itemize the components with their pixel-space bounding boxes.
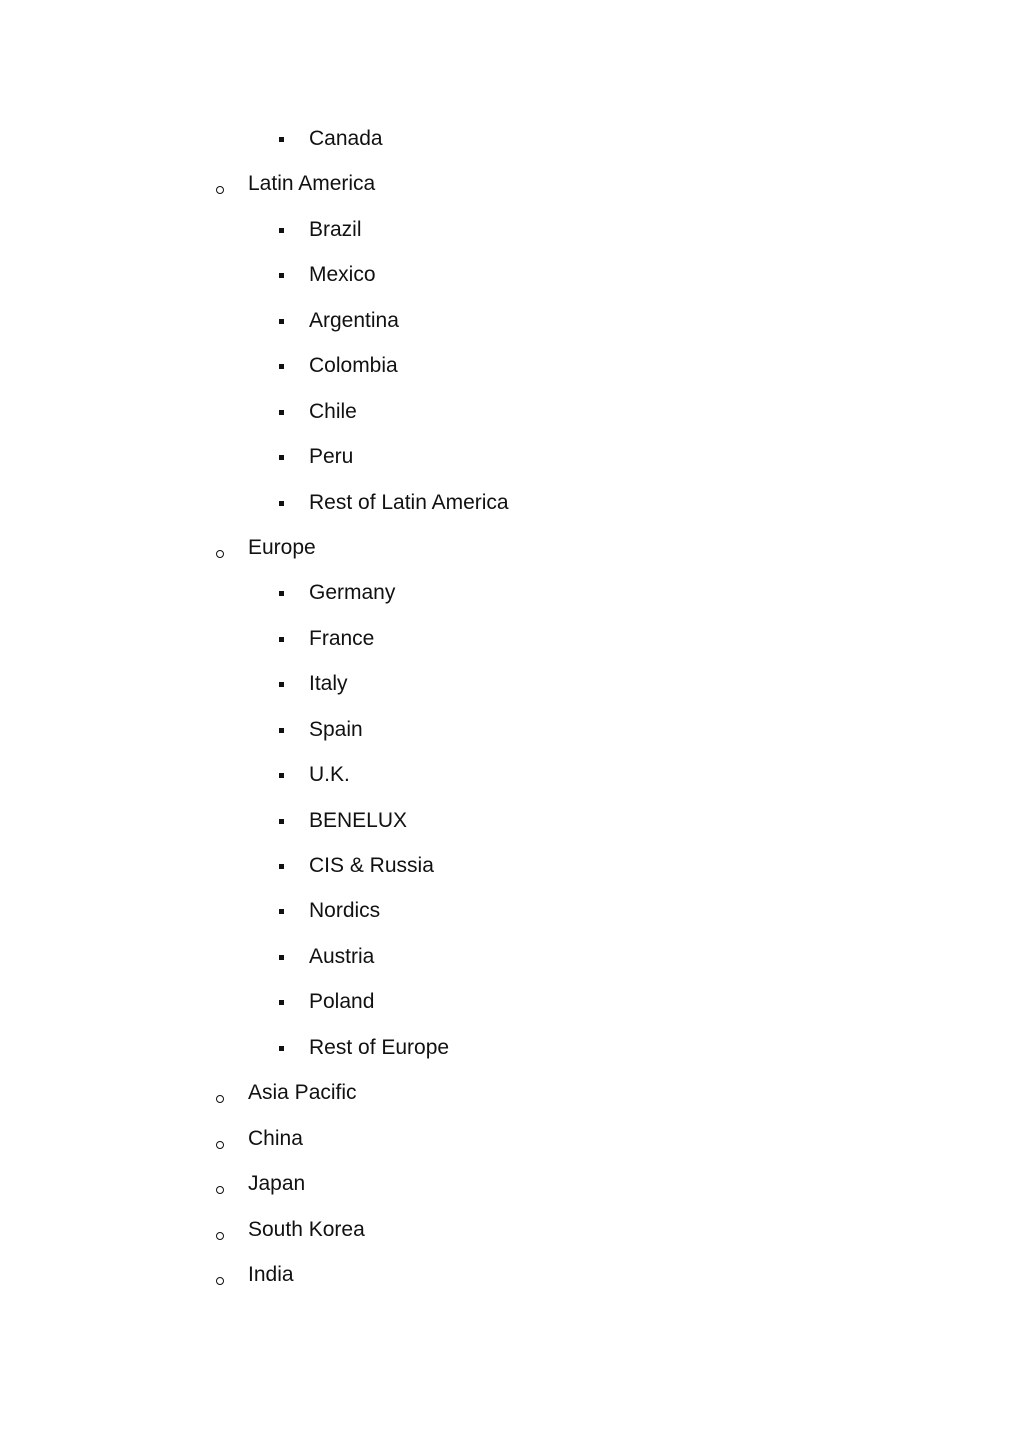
list-item-label: Mexico [309, 263, 376, 287]
list-item-label: Brazil [309, 217, 362, 241]
list-item-label: France [309, 626, 375, 650]
list-item-label: Rest of Europe [309, 1035, 450, 1059]
list-item-label: India [248, 1262, 294, 1286]
list-item-label: Latin America [248, 172, 376, 196]
list-item-label: Germany [309, 581, 396, 605]
list-item-label: Chile [309, 399, 357, 423]
list-item-label: Colombia [309, 354, 398, 378]
list-item-label: South Korea [248, 1217, 365, 1241]
list-item-label: Poland [309, 990, 375, 1014]
list-item-label: Austria [309, 944, 375, 968]
list-item-label: Spain [309, 717, 363, 741]
list-item-label: Nordics [309, 899, 381, 923]
list-item-label: Italy [309, 672, 348, 696]
list-item-label: Rest of Latin America [309, 490, 509, 514]
list-item-label: China [248, 1126, 303, 1150]
list-item-label: Argentina [309, 308, 399, 332]
list-item-label: Asia Pacific [248, 1081, 357, 1105]
list-item-label: BENELUX [309, 808, 408, 832]
list-item-label: Japan [248, 1172, 306, 1196]
list-item-label: U.K. [309, 763, 350, 787]
list-item-label: Peru [309, 445, 354, 469]
list-item-label: Canada [309, 127, 383, 150]
list-item-label: Europe [248, 535, 316, 559]
list-item-label: CIS & Russia [309, 854, 434, 877]
